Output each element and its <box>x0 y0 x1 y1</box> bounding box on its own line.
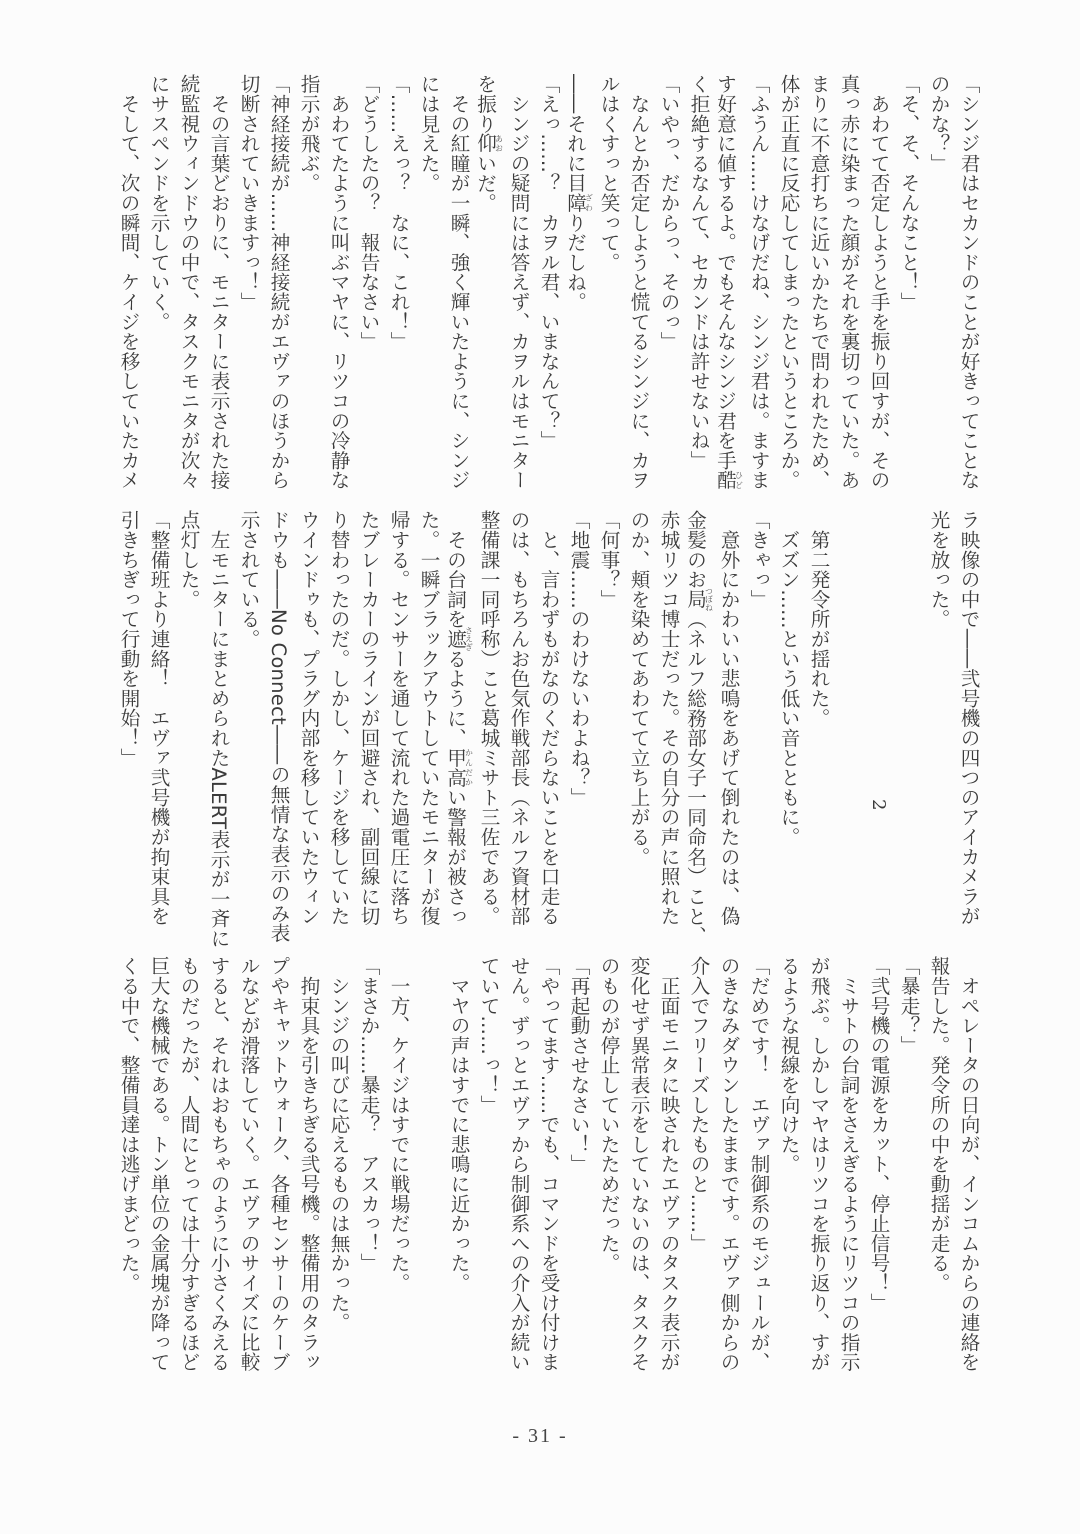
text-column: 指示が飛ぶ。 <box>297 74 320 193</box>
ruby-base: 局 <box>683 586 707 612</box>
text-segment: 金髪のお <box>683 510 707 590</box>
ruby-reading: つぼね <box>704 586 714 612</box>
text-column: 拘束具を引きちぎる弐号機。整備用のタラッ <box>297 956 320 1372</box>
text-column: には見えた。 <box>417 74 440 193</box>
text-column: く拒絶するなんて、セカンドは許せないね」 <box>687 74 710 470</box>
text-column: 「だめです！ エヴァ制御系のモジュールが、 <box>747 956 770 1372</box>
text-column: 帰する。センサーを通して流れた過電圧に落ち <box>387 510 410 926</box>
text-column: のきなみダウンしたままです。エヴァ側からの <box>717 956 740 1372</box>
text-column: のは、もちろんお色気作戦部長（ネルフ資材部 <box>507 510 530 926</box>
text-column: そして、次の瞬間、ケイジを移していたカメ <box>117 74 140 490</box>
text-column: 一方、ケイジはすでに戦場だった。 <box>387 956 410 1293</box>
text-column: シンジの叫びに応えるものは無かった。 <box>327 956 350 1333</box>
ruby-base: 酷 <box>713 470 737 490</box>
text-column: 「何事？」 <box>597 510 620 609</box>
ruby-annotated-word <box>473 133 504 154</box>
text-segment: を振り <box>473 74 497 134</box>
ruby-reading: ひど <box>734 470 744 490</box>
ruby-base: 遮 <box>443 626 467 652</box>
text-column: ズズン……という低い音とともに。 <box>777 510 800 847</box>
ruby-annotated-word <box>443 626 474 652</box>
text-block-middle <box>113 510 983 950</box>
text-column: たブレーカーのラインが回避され、副回線に切 <box>357 510 380 926</box>
text-column <box>713 74 743 514</box>
text-column: 正面モニタに映されたエヴァのタスク表示が <box>657 956 680 1372</box>
text-column: 第二発令所が揺れた。 <box>807 510 830 728</box>
text-segment: ――それに目 <box>563 74 587 193</box>
text-column <box>563 74 593 514</box>
text-column: ミサトの台詞をさえぎるようにリツコの指示 <box>837 956 860 1372</box>
text-column: ルなどが滑落していく。エヴァのサイズに比較 <box>237 956 260 1372</box>
section-number: 2 <box>868 799 889 811</box>
text-column: マヤの声はすでに悲鳴に近かった。 <box>447 956 470 1293</box>
ruby-annotated-word <box>563 192 594 213</box>
text-segment: す好意に値するよ。でもそんなシンジ君を手 <box>713 74 737 470</box>
ruby-reading: かんだか <box>464 747 474 788</box>
text-column: ウインドゥも、プラグ内部を移していたウィン <box>297 510 320 926</box>
text-column: くる中で、整備員達は逃げまどった。 <box>117 956 140 1293</box>
ruby-annotated-word <box>713 470 744 490</box>
text-column: あわてて否定しようと手を振り回すが、その <box>867 74 890 490</box>
text-column: 巨大な機械である。トン単位の金属塊が降って <box>147 956 170 1372</box>
text-column: 引きちぎって行動を開始！」 <box>117 510 140 768</box>
text-column: にサスペンドを示していく。 <box>147 74 170 332</box>
text-column: 点灯した。 <box>177 510 200 609</box>
page-number: - 31 - <box>512 1425 568 1447</box>
text-column: 「……えっ？ なに、これ！」 <box>387 74 410 352</box>
text-column: 「えっ……？ カヲル君、いまなんて？」 <box>537 74 560 451</box>
text-column: 「整備班より連絡！ エヴァ弐号機が拘束具を <box>147 510 170 926</box>
text-column: 整備課一同呼称）こと葛城ミサト三佐である。 <box>477 510 500 926</box>
text-column <box>683 510 713 950</box>
text-segment: その台詞を <box>443 510 467 629</box>
text-column: 赤城リツコ博士だった。その自分の声に照れた <box>657 510 680 926</box>
text-column: シンジの疑問には答えず、カヲルはモニター <box>507 74 530 490</box>
text-block-bottom <box>113 956 983 1396</box>
text-column: ていて……っ！」 <box>477 956 500 1115</box>
text-column: 「シンジ君はセカンドのことが好きってことな <box>957 74 980 490</box>
text-segment: いだ。 <box>473 153 497 213</box>
text-column: 「弐号機の電源をカット、停止信号！」 <box>867 956 890 1313</box>
text-column <box>413 956 443 1396</box>
text-column: せん。ずっとエヴァから制御系への介入が続い <box>507 956 530 1372</box>
text-column: その紅瞳が一瞬、強く輝いたように、シンジ <box>447 74 470 490</box>
ruby-annotated-word <box>443 747 474 788</box>
text-column: 報告した。発令所の中を動揺が走る。 <box>927 956 950 1293</box>
text-column: 真っ赤に染まった顔がそれを裏切っていた。あ <box>837 74 860 490</box>
text-column: あわてたように叫ぶマヤに、リツコの冷静な <box>327 74 350 490</box>
text-column <box>833 510 863 950</box>
text-column: 「まさか……暴走？ アスカっ！」 <box>357 956 380 1273</box>
text-column: 「やってます……でも、コマンドを受け付けま <box>537 956 560 1372</box>
text-column <box>473 74 503 514</box>
text-column: 左モニターにまとめられたALERT表示が一斉に <box>207 510 230 949</box>
text-column: 「神経接続が……神経接続がエヴァのほうから <box>267 74 290 490</box>
ruby-reading: さえぎ <box>464 626 474 652</box>
text-column: ルはくすっと笑って。 <box>597 74 620 272</box>
text-column: 「再起動させなさい！」 <box>567 956 590 1174</box>
text-column: のものが停止していたためだった。 <box>597 956 620 1273</box>
text-column: なんとか否定しようと慌てるシンジに、カヲ <box>627 74 650 490</box>
text-column: と、言わずもがなのくだらないことを口走る <box>537 510 560 926</box>
text-block-top <box>113 74 983 514</box>
text-column <box>443 510 473 950</box>
ruby-reading: あお <box>494 133 504 154</box>
text-column: るような視線を向けた。 <box>777 956 800 1174</box>
text-column: 「いやっ、だからっ、そのっ」 <box>657 74 680 352</box>
text-column: 「暴走？」 <box>897 956 920 1055</box>
ruby-annotated-word <box>683 586 714 612</box>
text-column: まりに不意打ちに近いかたちで問われたため、 <box>807 74 830 490</box>
text-column: その言葉どおりに、モニターに表示された接 <box>207 74 230 490</box>
text-column: た。一瞬ブラックアウトしていたモニターが復 <box>417 510 440 926</box>
text-column: ラ映像の中で――弐号機の四つのアイカメラが <box>957 510 980 926</box>
text-column: 「ふうん……けなげだね、シンジ君は。ますま <box>747 74 770 490</box>
text-segment: りだしね。 <box>563 212 587 312</box>
text-column: オペレータの日向が、インコムからの連絡を <box>957 956 980 1372</box>
text-column: ドウも――No Connect――の無情な表示のみ表 <box>267 510 290 943</box>
text-column: すると、それはおもちゃのように小さくみえる <box>207 956 230 1372</box>
text-column: 意外にかわいい悲鳴をあげて倒れたのは、偽 <box>717 510 740 926</box>
text-column: 「どうしたの？ 報告なさい」 <box>357 74 380 352</box>
text-segment: （ネルフ総務部女子一同命名）こと、 <box>683 609 707 946</box>
text-column: 「きゃっ」 <box>747 510 770 609</box>
text-column: 介入でフリーズしたものと……」 <box>687 956 710 1253</box>
text-column: 切断されていきますっ！」 <box>237 74 260 312</box>
text-column: ものだったが、人間にとっては十分すぎるほど <box>177 956 200 1372</box>
ruby-base: 仰 <box>473 133 497 154</box>
text-column: 体が正直に反応してしまったというところか。 <box>777 74 800 490</box>
text-column: プやキャットウォーク、各種センサーのケーブ <box>267 956 290 1372</box>
text-column: 示されている。 <box>237 510 260 649</box>
text-segment: るように、 <box>443 648 467 748</box>
text-column: のか、頬を染めてあわてて立ち上がる。 <box>627 510 650 867</box>
ruby-reading: ざわ <box>584 192 594 213</box>
text-column: 「そ、そ、そんなこと！」 <box>897 74 920 312</box>
text-column: 光を放った。 <box>927 510 950 629</box>
text-column: のかな？」 <box>927 74 950 173</box>
ruby-base: 甲高 <box>443 747 467 788</box>
text-column <box>893 510 923 950</box>
text-column: 変化せず異常表示をしていないのは、タスクそ <box>627 956 650 1372</box>
text-column: が飛ぶ。しかしマヤはリツコを振り返り、すが <box>807 956 830 1372</box>
text-column: り替わったのだ。しかし、ケージを移していた <box>327 510 350 926</box>
text-column: 「地震……のわけないわよね？」 <box>567 510 590 807</box>
text-segment: い警報が被さっ <box>443 787 467 926</box>
text-column: 続監視ウィンドウの中で、タスクモニタが次々 <box>177 74 200 490</box>
ruby-base: 障 <box>563 192 587 213</box>
